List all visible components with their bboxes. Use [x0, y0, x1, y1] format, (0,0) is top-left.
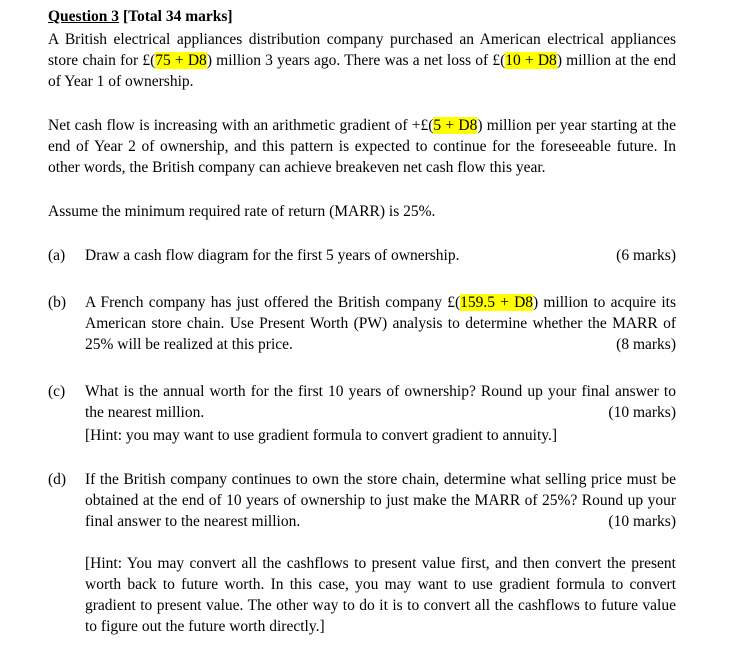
question-number: Question 3	[48, 8, 120, 25]
part-d-text: If the British company continues to own the store chain, determine what selling price must be obtained at the end of 10 years of ownership to just make the MARR of 25%? Round up your final answer to the nearest million.	[85, 471, 676, 530]
highlight-offer-price: 159.5 + D8	[460, 294, 534, 311]
gradient-paragraph	[48, 115, 676, 178]
part-a-text: Draw a cash flow diagram for the first 5 years of ownership.	[85, 247, 460, 264]
part-d-hint: [Hint: You may convert all the cashflows to present value first, and then convert the present worth back to future worth. In this case, you may want to use gradient formula to convert gradient to present value. The other way to do it is to convert all the cashflows to future value to figure out the future worth directly.]	[85, 555, 676, 635]
part-c-label: (c)	[48, 383, 66, 400]
part-b-marks: (8 marks)	[616, 336, 676, 353]
part-c	[48, 381, 676, 446]
marr-statement: Assume the minimum required rate of return (MARR) is 25%.	[48, 203, 436, 220]
intro-text-3: ) million at the end of Year 1 of ownership.	[48, 52, 677, 90]
part-c-text: What is the annual worth for the first 10 years of ownership? Round up your final answer to the nearest million.	[85, 383, 676, 421]
intro-text-1: A British electrical appliances distribution company purchased an American electrical appliances store chain for £(	[48, 31, 676, 69]
part-c-marks: (10 marks)	[608, 404, 676, 421]
highlight-net-loss: 10 + D8	[505, 52, 557, 69]
part-b	[48, 292, 676, 355]
part-b-text-1: A French company has just offered the British company £(	[85, 294, 461, 311]
part-a-marks: (6 marks)	[616, 247, 676, 264]
part-b-label: (b)	[48, 294, 67, 311]
question-total-marks: [Total 34 marks]	[122, 8, 233, 25]
question-title	[48, 6, 676, 27]
highlight-gradient: 5 + D8	[433, 117, 478, 134]
gradient-text-1: Net cash flow is increasing with an arithmetic gradient of +£(	[48, 117, 434, 134]
part-d-marks: (10 marks)	[608, 513, 676, 530]
part-c-hint: [Hint: you may want to use gradient formula to convert gradient to annuity.]	[85, 427, 558, 444]
intro-paragraph	[48, 29, 676, 92]
gradient-text-2: ) million per year starting at the end of Year 2 of ownership, and this pattern is expected to continue for the foreseeable future. In other words, the British company can achieve breakeven net cash flow this year.	[48, 117, 676, 176]
part-d-label: (d)	[48, 471, 67, 488]
part-d	[48, 469, 676, 637]
part-b-text-2: ) million to acquire its American store chain. Use Present Worth (PW) analysis to determine whether the MARR of 25% will be realized at this price.	[85, 294, 676, 353]
part-a-label: (a)	[48, 247, 66, 264]
part-a	[48, 245, 676, 266]
highlight-purchase-price: 75 + D8	[155, 52, 207, 69]
intro-text-2: ) million 3 years ago. There was a net loss of £(	[206, 52, 506, 69]
